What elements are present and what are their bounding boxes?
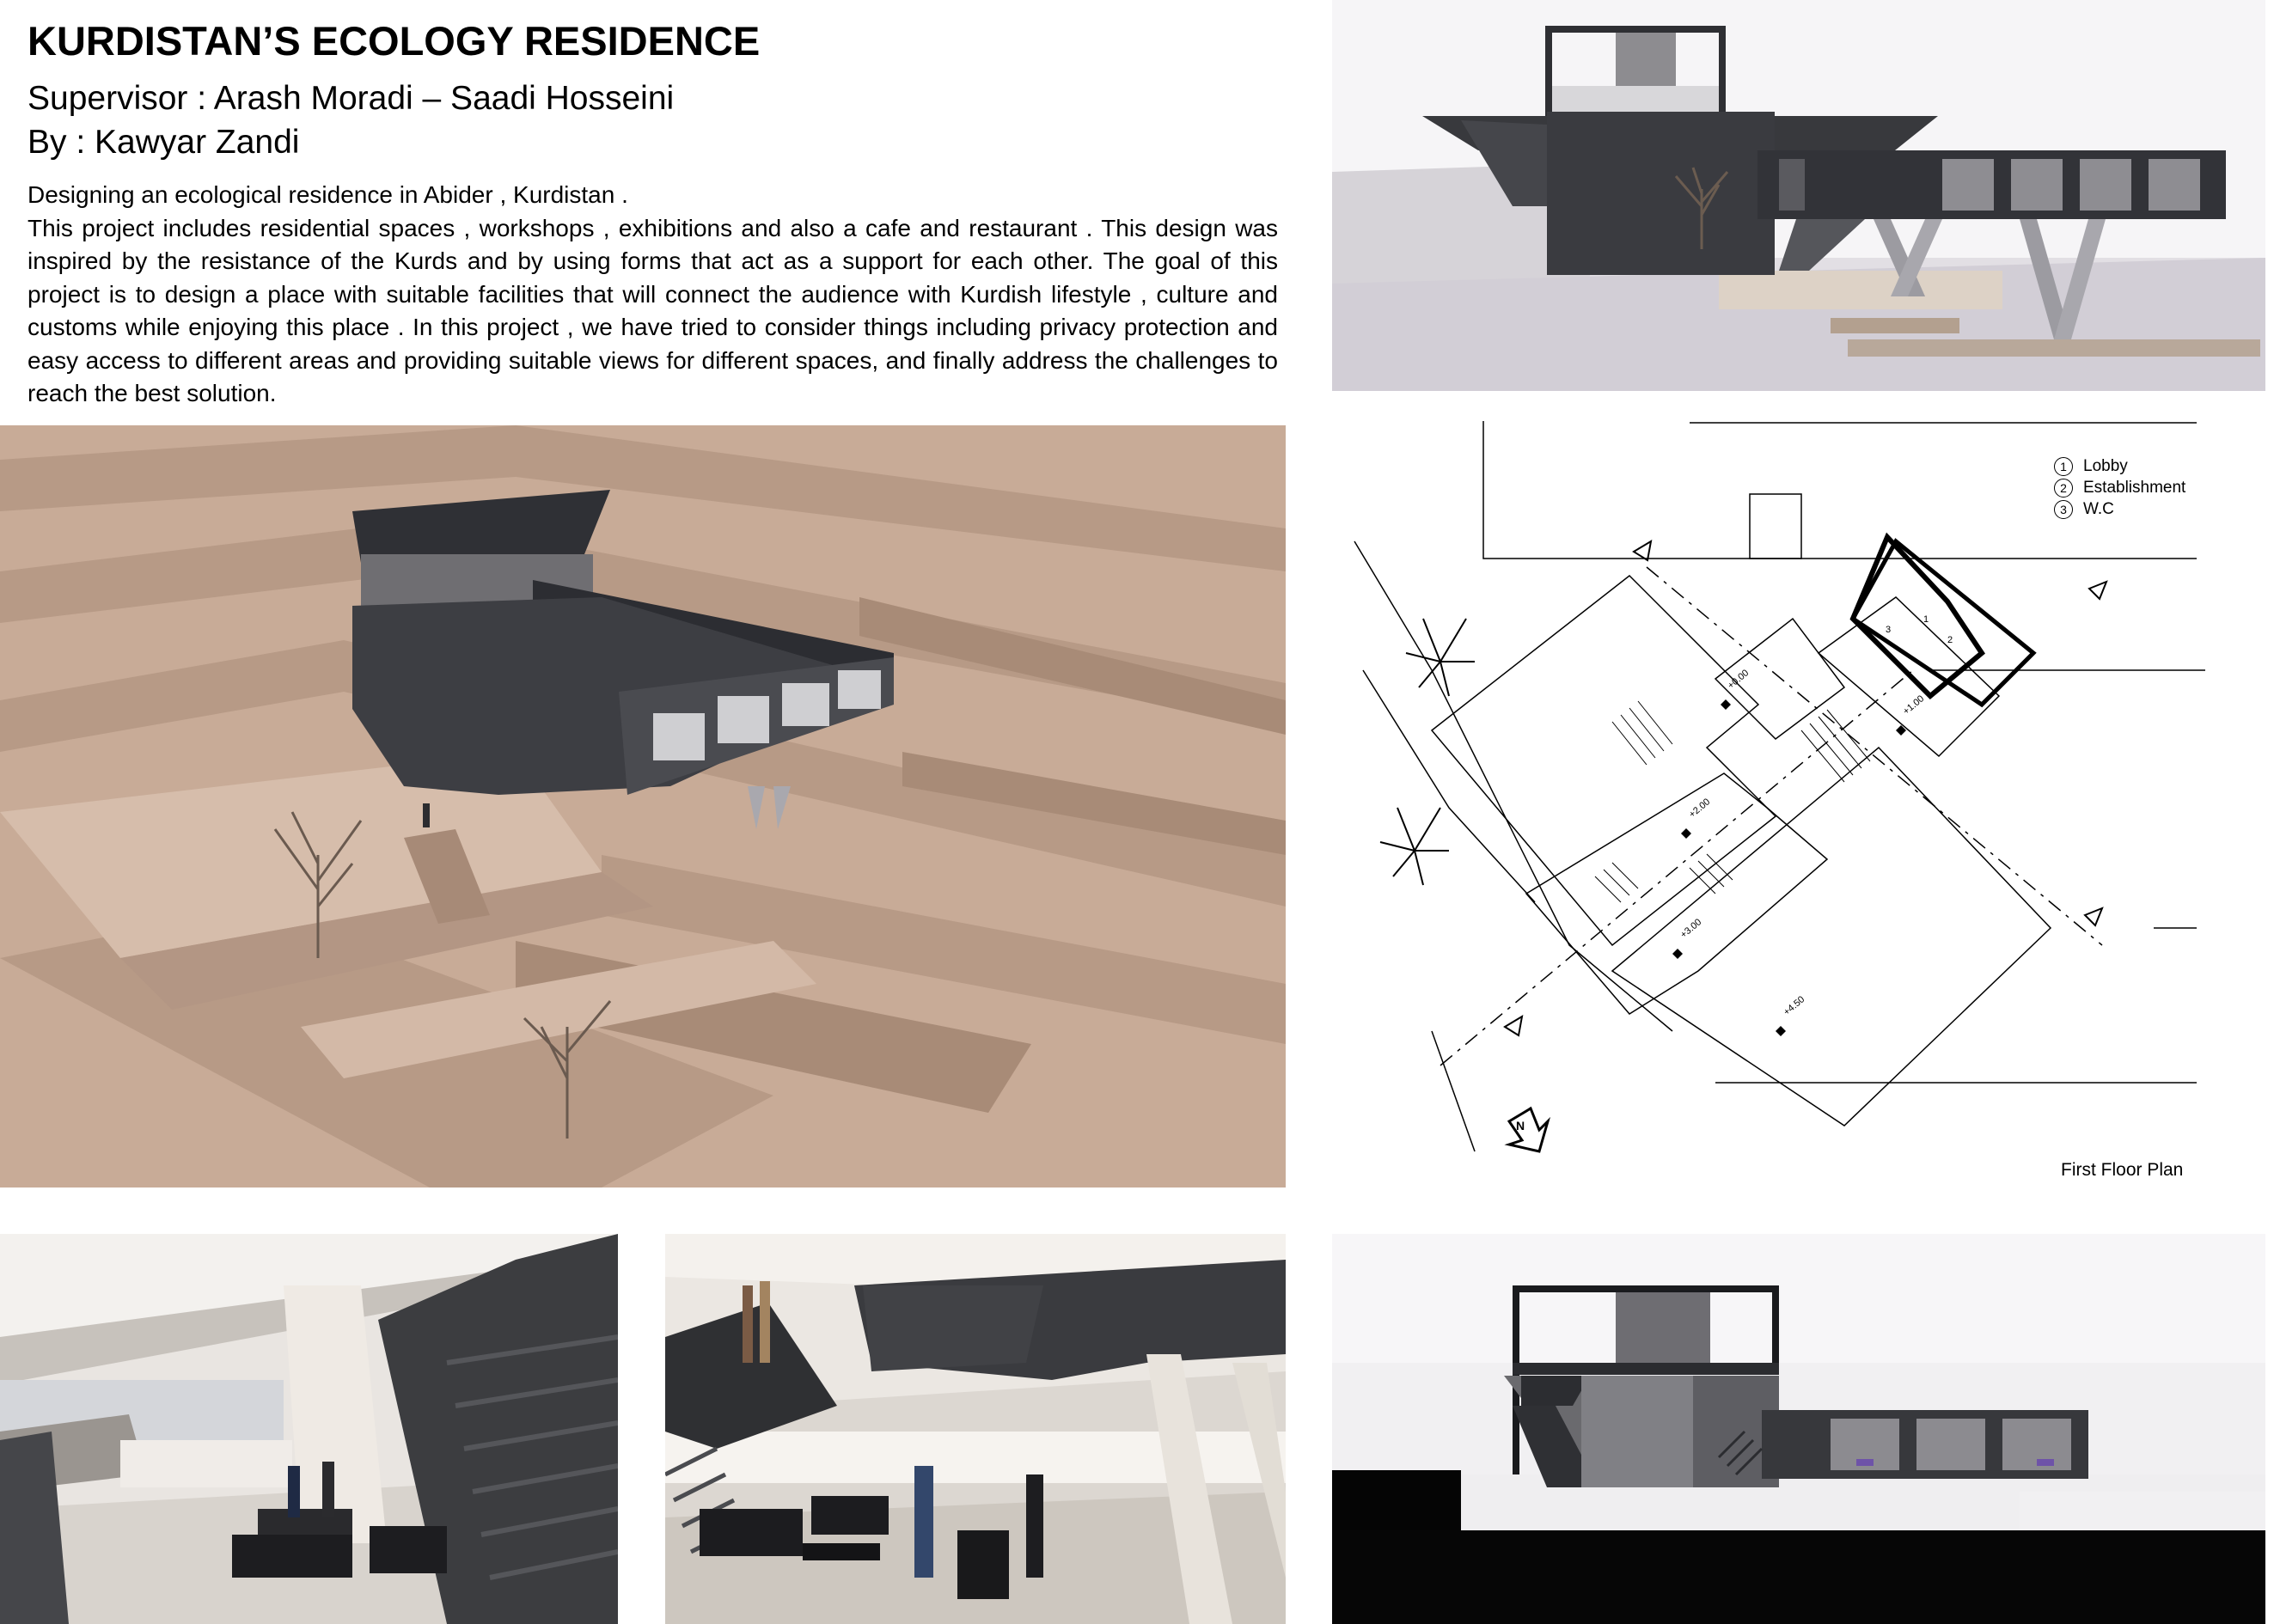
room-number: 3: [1886, 625, 1892, 635]
elevation-render: [1332, 0, 2265, 391]
room-number: 2: [1947, 635, 1953, 645]
interior-render-middle: [665, 1234, 1286, 1624]
project-title: KURDISTAN’S ECOLOGY RESIDENCE: [28, 18, 761, 64]
legend-number: 3: [2054, 500, 2073, 519]
level-label: +4.50: [1782, 994, 1807, 1018]
description-body: This project includes residential spaces , workshops , exhibitions and also a cafe and restaurant . This design was inspired by the resistance of the Kurds and by using forms that act as a support for each other. The goal of this project is to design a place with suitable facilities that will connect the audience with Kurdish lifestyle , culture and customs while enjoying this place . In this project , we have tried to consider things including privacy protection and easy access to different areas and providing suitable views for different spaces, and finally address the challenges to reach the best solution.: [28, 214, 1278, 406]
aerial-render: [0, 425, 1286, 1187]
room-number: 1: [1923, 614, 1929, 625]
description-intro: Designing an ecological residence in Abider , Kurdistan .: [28, 181, 628, 208]
legend-item: [2054, 498, 2185, 520]
level-label: +2.00: [1687, 797, 1713, 821]
legend-item: [2054, 477, 2185, 498]
section-render: [1332, 1234, 2265, 1624]
project-description: [28, 179, 1278, 411]
author-line: By : Kawyar Zandi: [28, 124, 300, 161]
supervisor-line: Supervisor : Arash Moradi – Saadi Hosseini: [28, 80, 675, 117]
legend-number: 2: [2054, 479, 2073, 498]
legend-number: 1: [2054, 457, 2073, 476]
level-label: +1.00: [1901, 693, 1927, 717]
first-floor-plan: [1346, 412, 2265, 1203]
plan-legend: [2054, 455, 2185, 520]
legend-item: [2054, 455, 2185, 477]
level-label: +3.00: [1678, 917, 1704, 941]
legend-label: W.C: [2083, 499, 2114, 518]
interior-render-left: [0, 1234, 618, 1624]
plan-caption: First Floor Plan: [2061, 1160, 2184, 1180]
legend-label: Establishment: [2083, 478, 2186, 497]
level-label: +0.00: [1726, 668, 1751, 692]
legend-label: Lobby: [2083, 456, 2128, 475]
north-label: N: [1516, 1119, 1525, 1133]
